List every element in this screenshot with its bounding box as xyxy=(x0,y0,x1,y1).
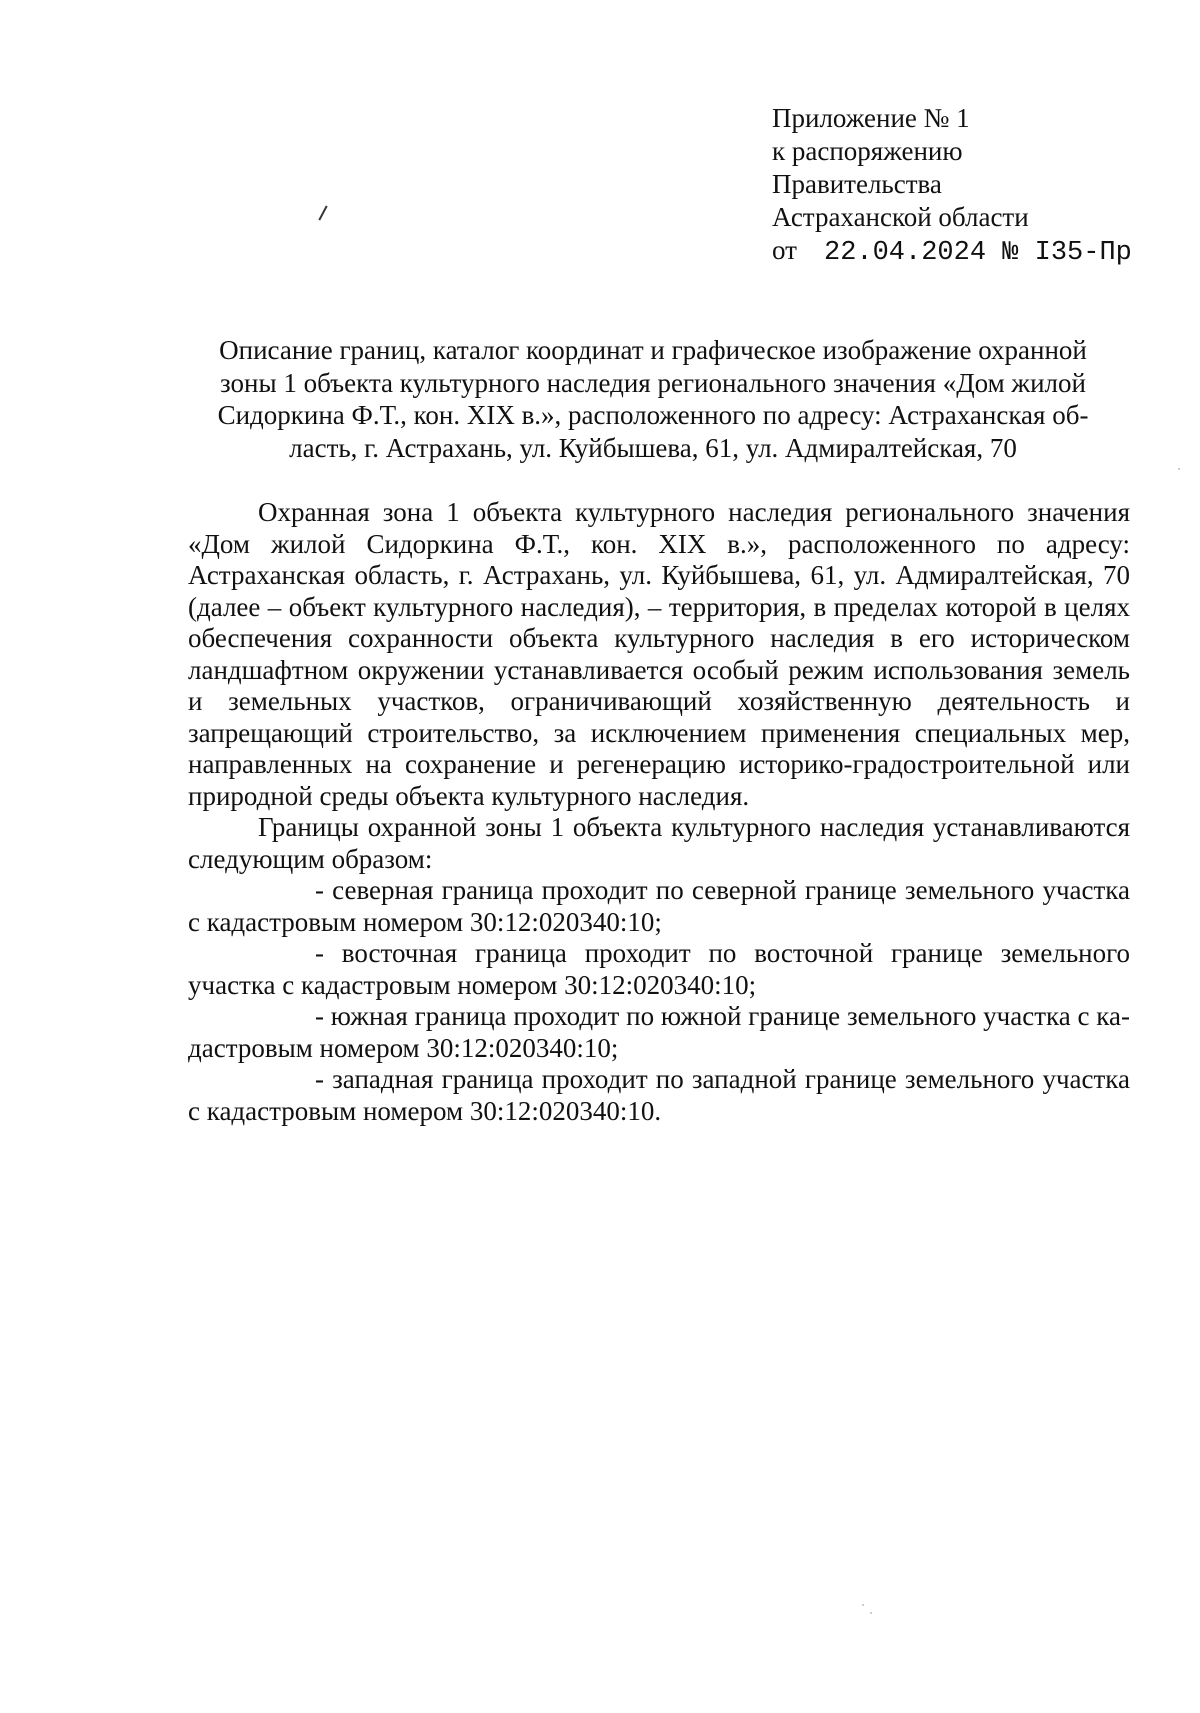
appendix-date-line xyxy=(772,234,1172,270)
scan-speck xyxy=(870,1612,872,1614)
scan-speck xyxy=(862,1604,864,1606)
title-line-2: зоны 1 объекта культурного наследия регионального значения «Дом жилой xyxy=(220,367,1086,398)
appendix-number: Приложение № 1 xyxy=(772,103,970,133)
boundaries-intro-paragraph: Границы охранной зоны 1 объекта культурного наследия устанавливаются следующим образом: xyxy=(188,812,1130,874)
document-title xyxy=(188,334,1118,464)
appendix-region-line: Астраханской области xyxy=(772,202,1029,232)
appendix-order-line: к распоряжению xyxy=(772,136,963,166)
title-line-3: Сидоркина Ф.Т., кон. XIX в.», расположенного по адресу: Астраханская об- xyxy=(217,400,1089,430)
scan-speck xyxy=(1178,468,1180,470)
east-boundary-item: - восточная граница проходит по восточной границе земельного участка с кадастровым номером 30:12:020340:10; xyxy=(188,938,1130,1000)
document-body xyxy=(188,497,1130,1127)
appendix-government-line: Правительства xyxy=(772,169,942,199)
south-boundary-item: - южная граница проходит по южной границе земельного участка с кадастровым номером 30:12:020340:10; xyxy=(188,1001,1130,1063)
zone-definition-paragraph: Охранная зона 1 объекта культурного наследия регионального значения «Дом жилой Сидоркина Ф.Т., кон. XIX в.», расположенного по адресу: Астраханская область, г. Астрахань, ул. Куйбышева, 61, ул. Адмиралтейская, 70 (далее – объект культурного наследия), – территория, в пределах которой в целях обеспечения сохранности объекта культурного наследия в его историческом ландшафтном окружении устанавливается особый режим использования земель и земельных участков, ограничивающий хозяйственную деятельность и запрещающий строительство, за исключением применения специальных мер, направленных на сохранение и регенерацию историко-градостроительной или природной среды объекта культурного наследия. xyxy=(188,497,1130,811)
north-boundary-item: - северная граница проходит по северной границе земельного участка с кадастровым номером 30:12:020340:10; xyxy=(188,875,1130,937)
west-boundary-item: - западная граница проходит по западной границе земельного участка с кадастровым номером 30:12:020340:10. xyxy=(188,1064,1130,1126)
stray-pen-mark xyxy=(318,205,327,220)
date-prefix: от xyxy=(772,235,797,265)
title-line-1: Описание границ, каталог координат и графическое изображение охранной xyxy=(219,335,1087,365)
appendix-header xyxy=(772,102,1172,270)
order-date-number: 22.04.2024 № I35-Пр xyxy=(824,238,1132,268)
title-line-4: ласть, г. Астрахань, ул. Куйбышева, 61, ул. Адмиралтейская, 70 xyxy=(289,432,1017,463)
